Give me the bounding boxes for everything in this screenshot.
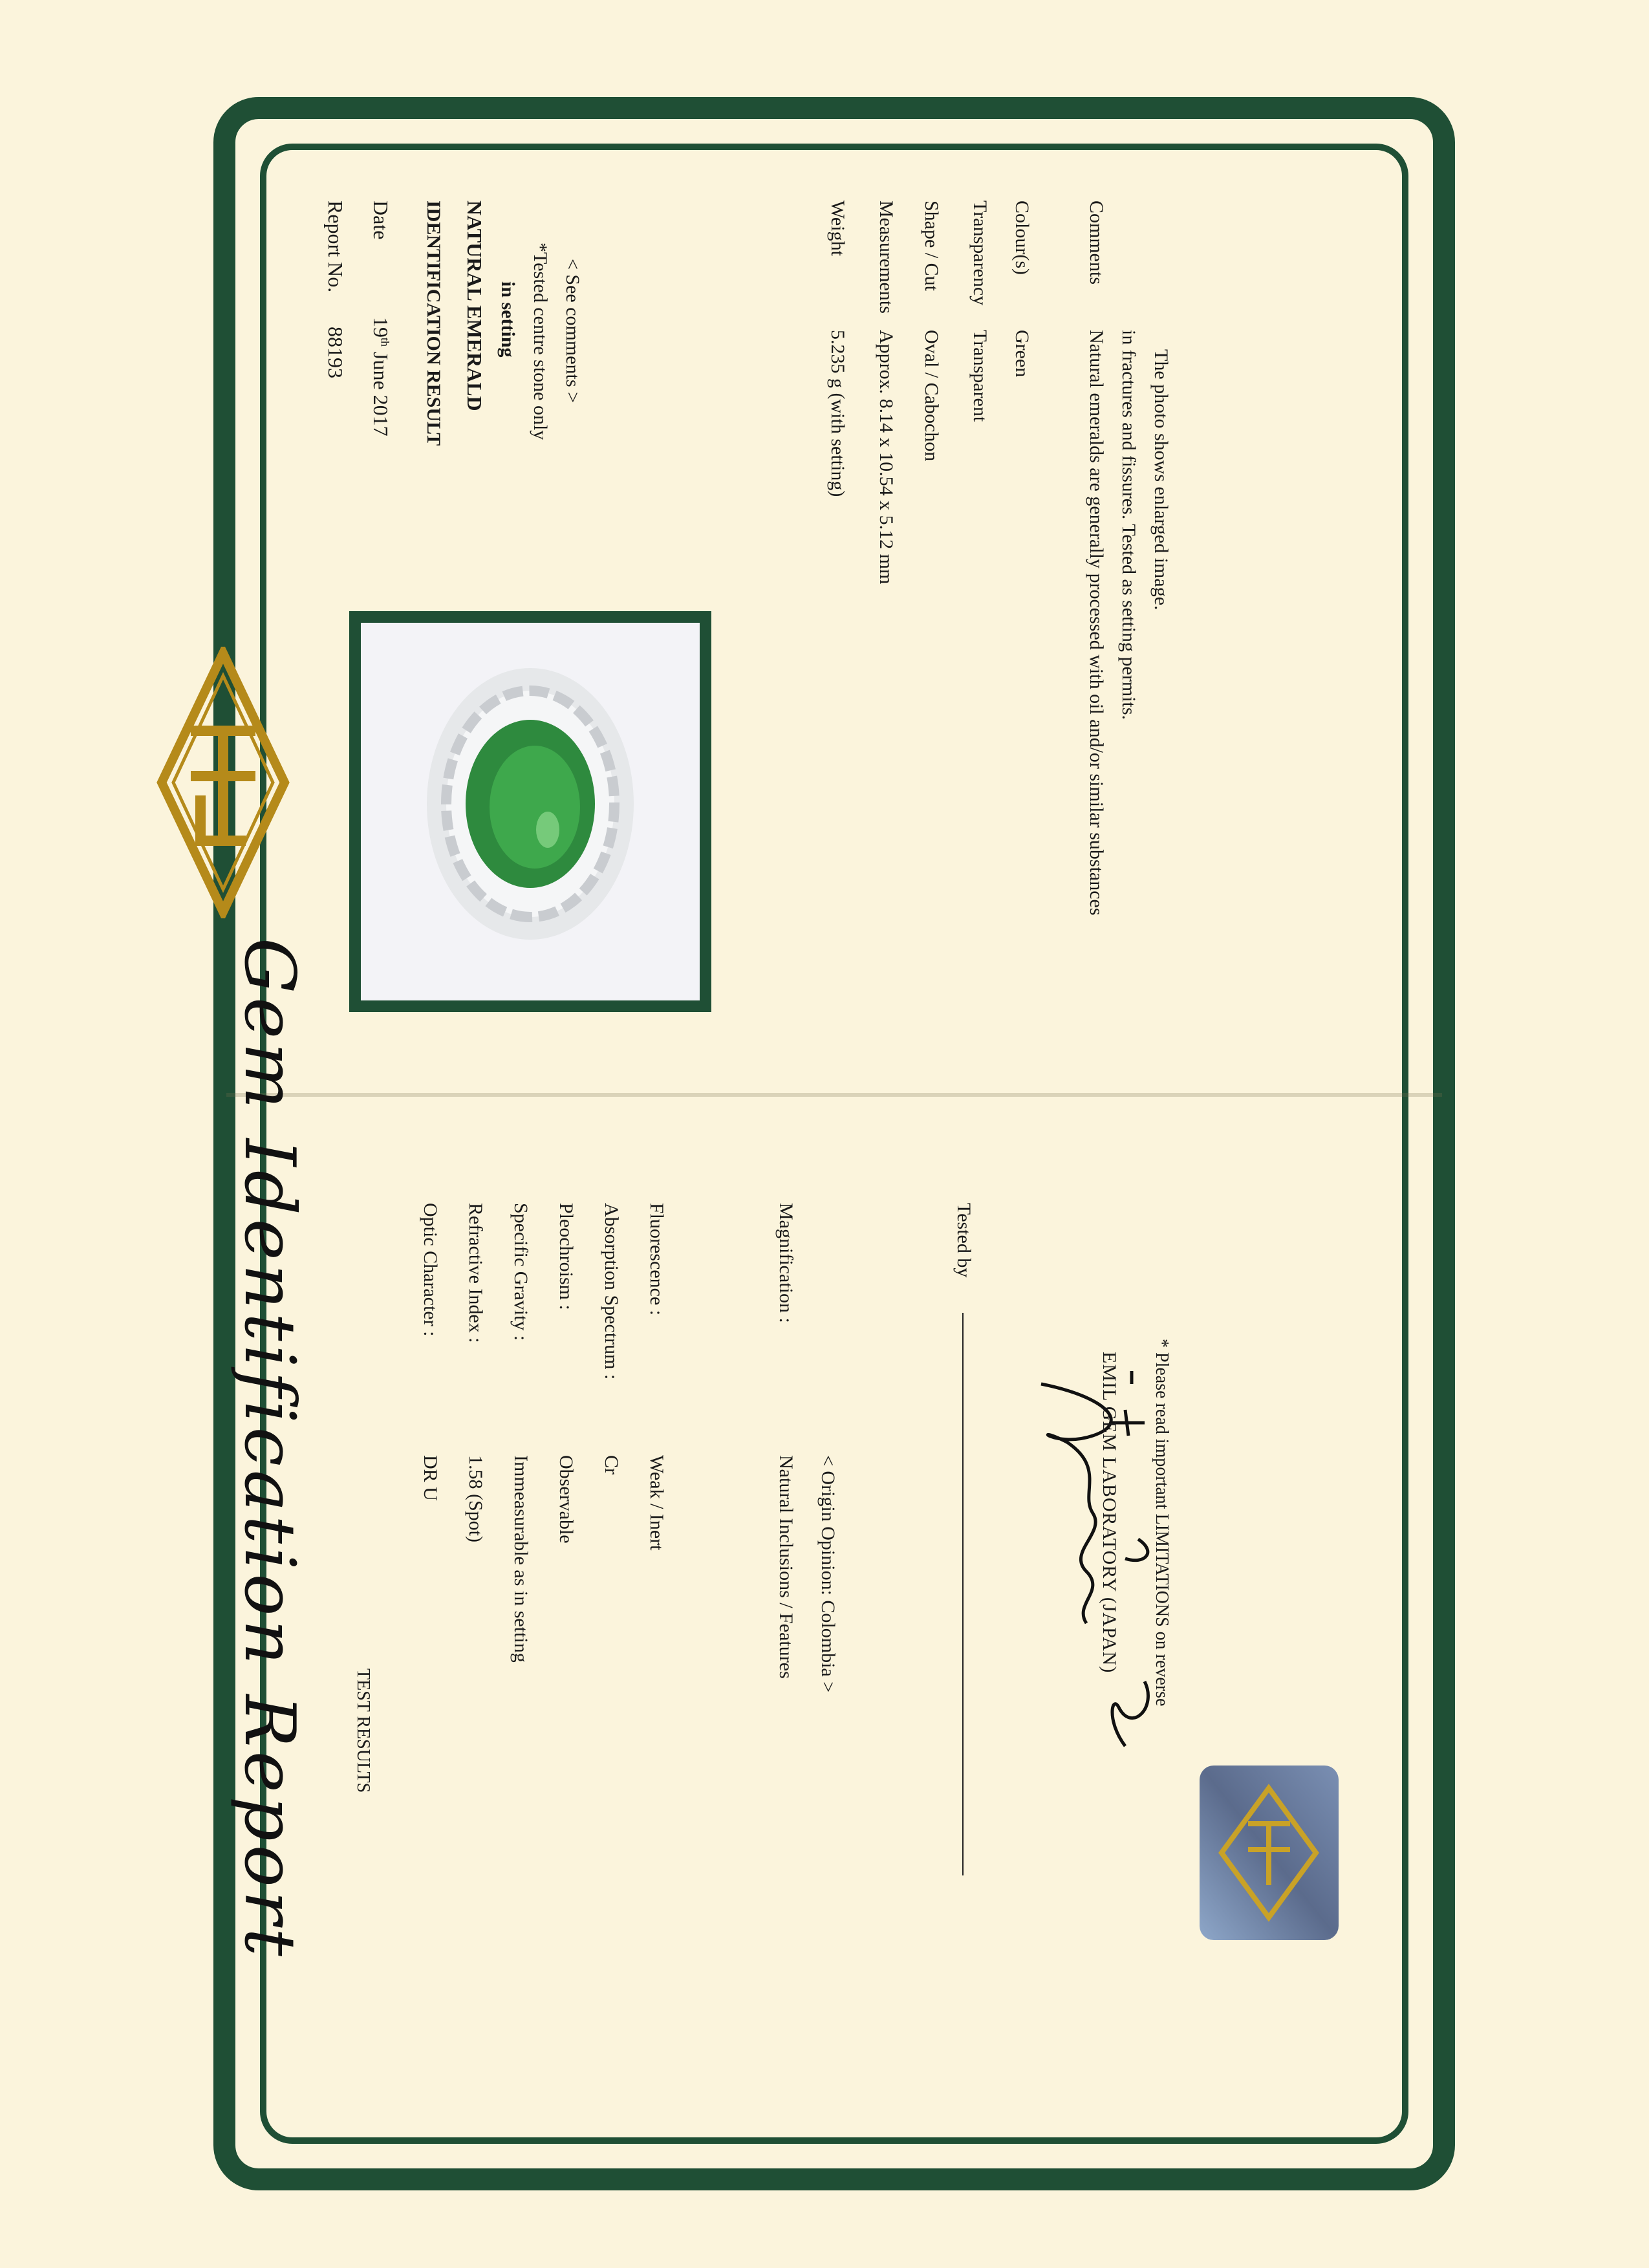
- test-label: Pleochroism :: [555, 1203, 577, 1310]
- gem-photo: [361, 623, 700, 1000]
- report-title: Gem Identification Report: [229, 938, 310, 1960]
- test-value: Weak / Inert: [646, 1455, 667, 1551]
- comments-line: in fractures and fissures. Tested as setting permits.: [1118, 330, 1139, 720]
- date-label: Date: [369, 200, 393, 240]
- detail-value: Oval / Cabochon: [921, 330, 942, 462]
- detail-value: Approx. 8.14 x 10.54 x 5.12 mm: [876, 330, 897, 585]
- test-value: Immeasurable as in setting: [510, 1455, 532, 1663]
- gem-photo-frame: [349, 611, 711, 1012]
- test-label: Optic Character :: [420, 1203, 441, 1337]
- test-label: Fluorescence :: [646, 1203, 667, 1316]
- detail-value: Transparent: [969, 330, 991, 422]
- signature-line: [962, 1313, 964, 1875]
- see-comments: < See comments >: [562, 259, 583, 403]
- test-value: Observable: [555, 1455, 577, 1544]
- detail-label: Shape / Cut: [921, 200, 942, 291]
- result-title: NATURAL EMERALD: [463, 200, 486, 411]
- hologram-seal: [1200, 1766, 1339, 1940]
- test-value: DR U: [420, 1455, 441, 1501]
- detail-label: Transparency: [969, 200, 991, 306]
- comments-line: The photo shows enlarged image.: [1150, 349, 1172, 610]
- report-no-label: Report No.: [324, 200, 347, 293]
- detail-label: Weight: [827, 200, 848, 256]
- test-value: 1.58 (Spot): [465, 1455, 486, 1542]
- origin-opinion: < Origin Opinion: Colombia >: [817, 1455, 839, 1693]
- result-subtitle: in setting: [497, 281, 519, 358]
- ring-image: [361, 623, 700, 1000]
- detail-value: Green: [1011, 330, 1033, 378]
- comments-label: Comments: [1086, 200, 1107, 285]
- test-label: Refractive Index :: [465, 1203, 486, 1343]
- identification-heading: IDENTIFICATION RESULT: [423, 200, 444, 446]
- date-value: 19th June 2017: [369, 317, 393, 437]
- lab-name: EMIL GEM LABORATORY (JAPAN): [1099, 1352, 1120, 1674]
- test-value: Cr: [601, 1455, 622, 1474]
- test-value: Natural Inclusions / Features: [775, 1455, 797, 1679]
- detail-label: Colour(s): [1011, 200, 1033, 275]
- test-label: Specific Gravity :: [510, 1203, 532, 1341]
- tested-note: *Tested centre stone only: [530, 243, 551, 440]
- test-results-heading: TEST RESULTS: [353, 1669, 373, 1793]
- limitations-note: * Please read important LIMITATIONS on reverse: [1152, 1339, 1172, 1707]
- detail-value: 5.235 g (with setting): [827, 330, 848, 497]
- detail-label: Measurements: [876, 200, 897, 314]
- lab-logo: [155, 647, 291, 918]
- comments-line: Natural emeralds are generally processed with oil and/or similar substances: [1086, 330, 1107, 916]
- test-label: Magnification :: [775, 1203, 797, 1323]
- fold-line: [226, 1093, 1442, 1097]
- test-label: Absorption Spectrum :: [601, 1203, 622, 1380]
- tested-by-label: Tested by: [953, 1203, 975, 1278]
- report-no: 88193: [324, 327, 347, 378]
